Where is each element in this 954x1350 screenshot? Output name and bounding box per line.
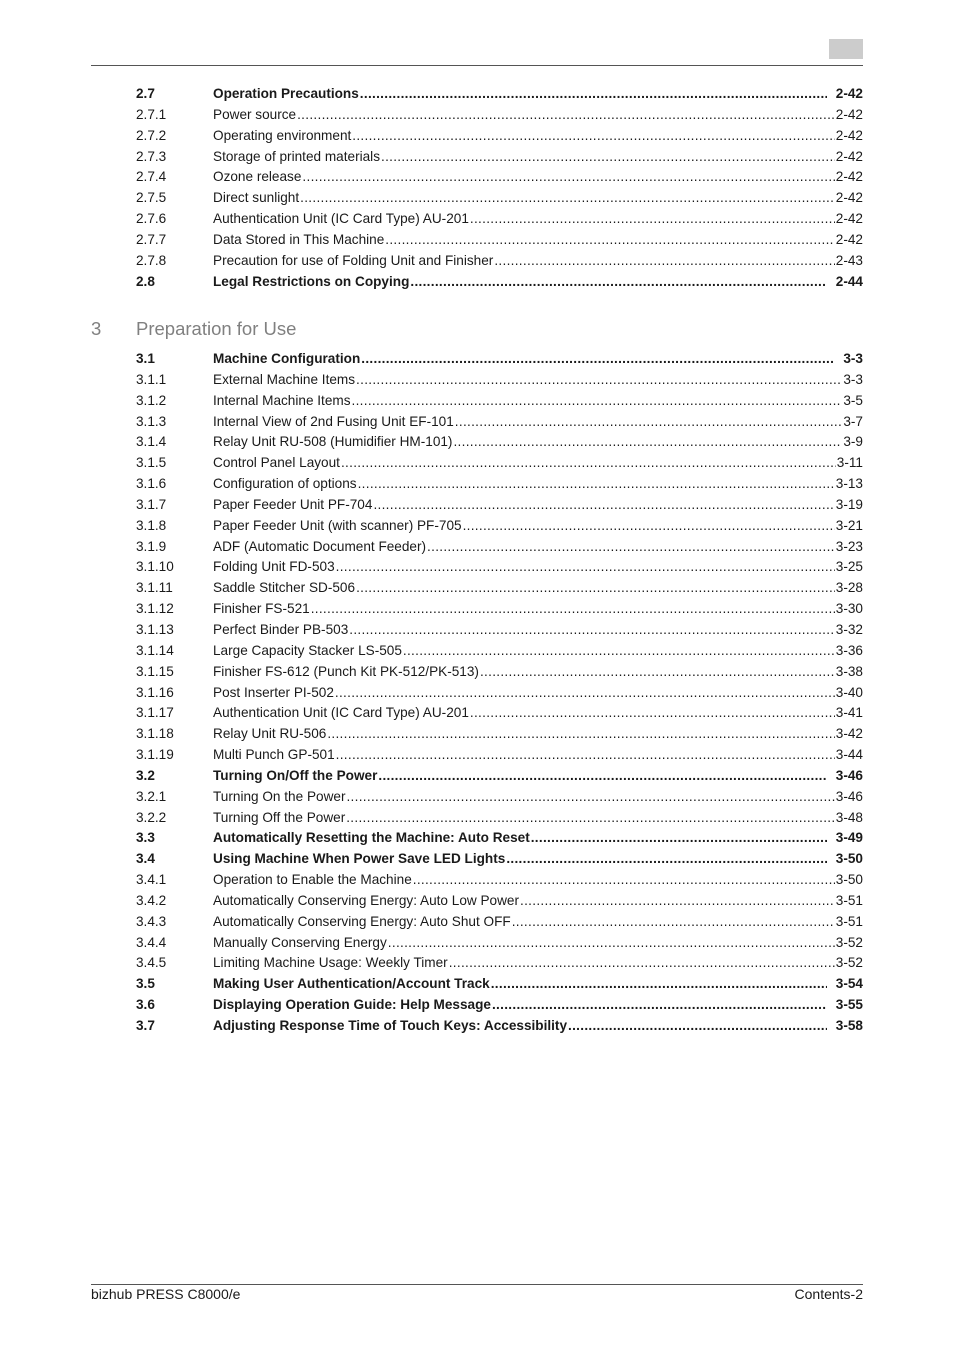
toc-entry-number: 3.2	[136, 767, 155, 783]
toc-entry-number: 3.1.9	[136, 538, 167, 554]
toc-entry-page: 3-51	[835, 913, 863, 929]
toc-entry-number: 2.7.4	[136, 169, 167, 185]
toc-entry-number: 3.1.18	[136, 726, 174, 742]
toc-entry-number: 3.1	[136, 351, 155, 366]
toc-entry-title: Legal Restrictions on Copying	[213, 273, 410, 289]
toc-leader-dots	[381, 147, 835, 168]
toc-entry-title: Adjusting Response Time of Touch Keys: Accessibility	[213, 1018, 568, 1033]
toc-entry[interactable]	[136, 933, 863, 954]
toc-leader-dots	[410, 272, 826, 293]
toc-leader-dots	[352, 126, 835, 147]
toc-entry-number: 3.1.7	[136, 496, 167, 512]
toc-entry[interactable]	[136, 828, 863, 849]
toc-leader-dots	[455, 412, 843, 433]
toc-leader-dots	[297, 105, 835, 126]
toc-entry-title: Finisher FS-612 (Punch Kit PK-512/PK-513)	[213, 663, 479, 679]
toc-entry[interactable]	[136, 953, 863, 974]
toc-entry[interactable]	[136, 167, 863, 188]
toc-entry-number: 3.1.12	[136, 601, 174, 617]
toc-leader-dots	[403, 641, 835, 662]
toc-entry[interactable]	[136, 662, 863, 683]
toc-entry-page: 3-19	[835, 496, 863, 512]
toc-entry-page: 3-50	[835, 872, 863, 888]
toc-entry-page: 3-42	[835, 726, 863, 742]
toc-entry-number: 3.2.1	[136, 788, 167, 804]
toc-entry-page: 3-48	[835, 809, 863, 825]
toc-entry-number: 2.7	[136, 86, 155, 101]
toc-entry-title: Operating environment	[213, 127, 352, 143]
toc-entry[interactable]	[136, 272, 863, 293]
toc-entry-title: Authentication Unit (IC Card Type) AU-201	[213, 705, 469, 721]
toc-leader-dots	[385, 230, 835, 251]
toc-entry-number: 3.4	[136, 851, 155, 867]
toc-entry-title: Paper Feeder Unit (with scanner) PF-705	[213, 517, 462, 533]
toc-entry[interactable]	[136, 188, 863, 209]
toc-entry[interactable]	[136, 147, 863, 168]
toc-entry-page: 3-40	[835, 684, 863, 700]
toc-leader-dots	[346, 787, 834, 808]
toc-entry[interactable]	[136, 641, 863, 662]
toc-leader-dots	[358, 474, 835, 495]
toc-leader-dots	[360, 84, 827, 105]
toc-entry-title: Automatically Conserving Energy: Auto Shut OFF	[213, 913, 511, 929]
toc-entry-number: 3.4.3	[136, 913, 167, 929]
toc-leader-dots	[300, 188, 835, 209]
toc-leader-dots	[388, 933, 835, 954]
toc-entry-page: 3-52	[835, 934, 863, 950]
toc-entry-number: 3.1.10	[136, 559, 174, 575]
toc-entry-title: Limiting Machine Usage: Weekly Timer	[213, 955, 448, 971]
toc-leader-dots	[453, 432, 842, 453]
toc-entry-number: 3.1.8	[136, 517, 167, 533]
toc-leader-dots	[568, 1016, 827, 1037]
toc-entry-title: Manually Conserving Energy	[213, 934, 387, 950]
toc-entry-page: 3-38	[835, 663, 863, 679]
footer-page-label: Contents-2	[794, 1286, 863, 1302]
toc-entry-number: 3.4.4	[136, 934, 167, 950]
toc-entry-number: 2.7.6	[136, 211, 167, 227]
toc-entry[interactable]	[136, 370, 863, 391]
toc-entry[interactable]	[136, 209, 863, 230]
toc-entry-page: 2-42	[835, 231, 863, 247]
toc-leader-dots	[494, 251, 834, 272]
toc-entry-title: Large Capacity Stacker LS-505	[213, 642, 402, 658]
toc-leader-dots	[356, 370, 842, 391]
toc-entry-number: 3.4.2	[136, 892, 167, 908]
toc-entry-page: 3-49	[835, 830, 863, 846]
footer-rule	[91, 1284, 863, 1285]
toc-entry-title: Automatically Conserving Energy: Auto Low Power	[213, 892, 520, 908]
toc-entry-title: Ozone release	[213, 169, 302, 185]
toc-leader-dots	[327, 724, 834, 745]
toc-leader-dots	[336, 745, 835, 766]
toc-leader-dots	[336, 557, 835, 578]
toc-entry-title: Configuration of options	[213, 476, 357, 492]
toc-entry-title: Relay Unit RU-506	[213, 726, 327, 742]
toc-entry[interactable]	[136, 891, 863, 912]
toc-entry[interactable]	[136, 349, 863, 370]
toc-entry[interactable]	[136, 599, 863, 620]
toc-leader-dots	[335, 683, 835, 704]
toc-leader-dots	[302, 167, 834, 188]
toc-leader-dots	[506, 849, 826, 870]
toc-entry-page: 3-44	[835, 747, 863, 763]
toc-entry-title: Making User Authentication/Account Track	[213, 976, 490, 992]
toc-entry-page: 3-41	[835, 705, 863, 721]
toc-entry-title: Machine Configuration	[213, 351, 361, 366]
toc-entry-page: 3-32	[835, 621, 863, 637]
toc-entry-number: 3.1.11	[136, 580, 173, 596]
toc-entry-number: 3.1.17	[136, 705, 174, 721]
toc-entry-page: 3-58	[835, 1018, 863, 1033]
toc-entry-page: 2-42	[835, 106, 863, 122]
toc-entry-title: Data Stored in This Machine	[213, 231, 385, 247]
toc-entry[interactable]	[136, 745, 863, 766]
toc-leader-dots	[341, 453, 836, 474]
toc-leader-dots	[449, 953, 835, 974]
toc-entry-page: 3-5	[843, 392, 863, 408]
toc-leader-dots	[531, 828, 827, 849]
toc-entry[interactable]	[136, 808, 863, 829]
toc-entry-number: 3.1.2	[136, 392, 167, 408]
toc-entry-number: 2.7.3	[136, 148, 167, 164]
toc-entry-number: 3.1.19	[136, 747, 174, 763]
toc-entry-page: 3-7	[843, 413, 863, 429]
toc-entry-number: 3.1.15	[136, 663, 174, 679]
toc-entry-title: Folding Unit FD-503	[213, 559, 335, 575]
toc-entry-number: 3.1.14	[136, 642, 174, 658]
toc-entry-page: 3-11	[836, 455, 863, 471]
toc-entry-page: 3-9	[843, 434, 863, 450]
toc-entry-number: 3.1.6	[136, 476, 167, 492]
toc-entry[interactable]	[136, 105, 863, 126]
toc-entry-title: ADF (Automatic Document Feeder)	[213, 538, 427, 554]
toc-entry-number: 2.7.7	[136, 231, 167, 247]
toc-entry[interactable]	[136, 516, 863, 537]
header-rule	[91, 65, 863, 66]
toc-entry[interactable]	[136, 537, 863, 558]
toc-entry-title: Internal View of 2nd Fusing Unit EF-101	[213, 413, 454, 429]
toc-leader-dots	[413, 870, 835, 891]
toc-section-chapter-2	[136, 84, 863, 292]
toc-entry-title: Direct sunlight	[213, 190, 300, 206]
toc-entry[interactable]	[136, 974, 863, 995]
toc-entry[interactable]	[136, 620, 863, 641]
toc-entry-page: 3-46	[835, 788, 863, 804]
toc-entry-title: Control Panel Layout	[213, 455, 340, 471]
toc-entry[interactable]	[136, 683, 863, 704]
toc-entry[interactable]	[136, 787, 863, 808]
toc-leader-dots	[349, 620, 835, 641]
toc-entry-title: Operation to Enable the Machine	[213, 872, 412, 888]
toc-leader-dots	[346, 808, 835, 829]
toc-entry-number: 3.4.5	[136, 955, 167, 971]
toc-entry[interactable]	[136, 703, 863, 724]
chapter-heading	[91, 318, 296, 340]
toc-entry-page: 3-21	[835, 517, 863, 533]
toc-leader-dots	[352, 391, 843, 412]
toc-entry-number: 3.1.1	[136, 371, 167, 387]
toc-section-chapter-3	[136, 349, 863, 1037]
toc-entry-title: Turning Off the Power	[213, 809, 346, 825]
toc-entry[interactable]	[136, 912, 863, 933]
footer-product-name: bizhub PRESS C8000/e	[91, 1286, 241, 1302]
toc-entry[interactable]	[136, 578, 863, 599]
toc-entry-title: Turning On/Off the Power	[213, 767, 378, 783]
toc-leader-dots	[373, 495, 834, 516]
toc-entry-number: 3.6	[136, 997, 155, 1013]
toc-entry-title: Post Inserter PI-502	[213, 684, 334, 700]
toc-entry-number: 2.7.5	[136, 190, 167, 206]
chapter-title: Preparation for Use	[136, 318, 297, 339]
toc-leader-dots	[311, 599, 835, 620]
toc-entry-page: 2-43	[835, 252, 863, 268]
toc-entry[interactable]	[136, 766, 863, 787]
toc-entry-page: 3-55	[835, 997, 863, 1013]
toc-leader-dots	[378, 766, 826, 787]
toc-entry-page: 3-46	[835, 767, 863, 783]
toc-entry[interactable]	[136, 995, 863, 1016]
toc-entry-page: 3-54	[835, 976, 863, 992]
toc-entry-title: Authentication Unit (IC Card Type) AU-201	[213, 211, 469, 227]
chapter-number: 3	[91, 318, 102, 339]
toc-entry-title: Finisher FS-521	[213, 601, 310, 617]
toc-entry-title: Using Machine When Power Save LED Lights	[213, 851, 506, 867]
toc-entry-number: 3.1.5	[136, 455, 167, 471]
toc-entry-number: 3.2.2	[136, 809, 167, 825]
toc-entry[interactable]	[136, 126, 863, 147]
toc-entry[interactable]	[136, 432, 863, 453]
toc-entry-title: Perfect Binder PB-503	[213, 621, 349, 637]
toc-leader-dots	[512, 912, 835, 933]
toc-entry[interactable]	[136, 391, 863, 412]
toc-entry-title: Storage of printed materials	[213, 148, 380, 164]
toc-entry-title: External Machine Items	[213, 371, 356, 387]
toc-leader-dots	[520, 891, 835, 912]
toc-entry-title: Turning On the Power	[213, 788, 346, 804]
toc-leader-dots	[492, 995, 827, 1016]
toc-entry-title: Displaying Operation Guide: Help Message	[213, 997, 491, 1013]
toc-entry-page: 3-51	[835, 892, 863, 908]
toc-entry-page: 3-23	[835, 538, 863, 554]
toc-entry-page: 3-3	[843, 371, 863, 387]
toc-entry-page: 2-42	[835, 127, 863, 143]
toc-entry-page: 3-36	[835, 642, 863, 658]
toc-entry-number: 3.1.4	[136, 434, 167, 450]
toc-entry-number: 3.1.13	[136, 621, 174, 637]
toc-leader-dots	[480, 662, 835, 683]
toc-leader-dots	[491, 974, 827, 995]
toc-entry-page: 3-50	[835, 851, 863, 867]
toc-entry-page: 2-42	[835, 190, 863, 206]
toc-entry-number: 3.1.16	[136, 684, 174, 700]
toc-entry-number: 3.7	[136, 1018, 155, 1033]
toc-entry[interactable]	[136, 453, 863, 474]
toc-entry-title: Internal Machine Items	[213, 392, 351, 408]
toc-entry[interactable]	[136, 557, 863, 578]
toc-leader-dots	[470, 209, 835, 230]
toc-entry-title: Saddle Stitcher SD-506	[213, 580, 356, 596]
toc-entry-number: 3.1.3	[136, 413, 167, 429]
toc-leader-dots	[427, 537, 835, 558]
toc-leader-dots	[361, 349, 834, 370]
toc-entry-title: Operation Precautions	[213, 86, 359, 101]
toc-entry-page: 3-25	[835, 559, 863, 575]
toc-entry-page: 3-13	[835, 476, 863, 492]
toc-leader-dots	[470, 703, 835, 724]
toc-leader-dots	[463, 516, 835, 537]
toc-entry-number: 2.7.1	[136, 106, 167, 122]
toc-entry[interactable]	[136, 724, 863, 745]
toc-entry-page: 2-42	[835, 86, 863, 101]
toc-entry-number: 2.7.8	[136, 252, 167, 268]
toc-entry-title: Precaution for use of Folding Unit and Finisher	[213, 252, 494, 268]
toc-entry-page: 3-30	[835, 601, 863, 617]
header-tab-box	[829, 39, 863, 59]
toc-entry-page: 3-52	[835, 955, 863, 971]
toc-entry[interactable]	[136, 230, 863, 251]
toc-entry-number: 2.8	[136, 273, 155, 289]
toc-entry-title: Power source	[213, 106, 297, 122]
toc-entry[interactable]	[136, 870, 863, 891]
toc-entry-number: 3.3	[136, 830, 155, 846]
toc-entry-title: Automatically Resetting the Machine: Auto Reset	[213, 830, 530, 846]
toc-entry-page: 3-3	[843, 351, 863, 366]
toc-leader-dots	[356, 578, 835, 599]
toc-entry-number: 3.4.1	[136, 872, 167, 888]
toc-entry[interactable]	[136, 849, 863, 870]
toc-entry-page: 3-28	[835, 580, 863, 596]
toc-entry-title: Paper Feeder Unit PF-704	[213, 496, 373, 512]
toc-entry[interactable]	[136, 474, 863, 495]
toc-entry[interactable]	[136, 84, 863, 105]
toc-entry-number: 3.5	[136, 976, 155, 992]
toc-entry-page: 2-42	[835, 169, 863, 185]
toc-entry[interactable]	[136, 412, 863, 433]
toc-entry-page: 2-42	[835, 211, 863, 227]
toc-entry-title: Relay Unit RU-508 (Humidifier HM-101)	[213, 434, 453, 450]
toc-entry-page: 2-44	[835, 273, 863, 289]
toc-entry-number: 2.7.2	[136, 127, 167, 143]
toc-entry-title: Multi Punch GP-501	[213, 747, 335, 763]
toc-entry[interactable]	[136, 495, 863, 516]
toc-entry[interactable]	[136, 1016, 863, 1037]
toc-entry-page: 2-42	[835, 148, 863, 164]
toc-entry[interactable]	[136, 251, 863, 272]
